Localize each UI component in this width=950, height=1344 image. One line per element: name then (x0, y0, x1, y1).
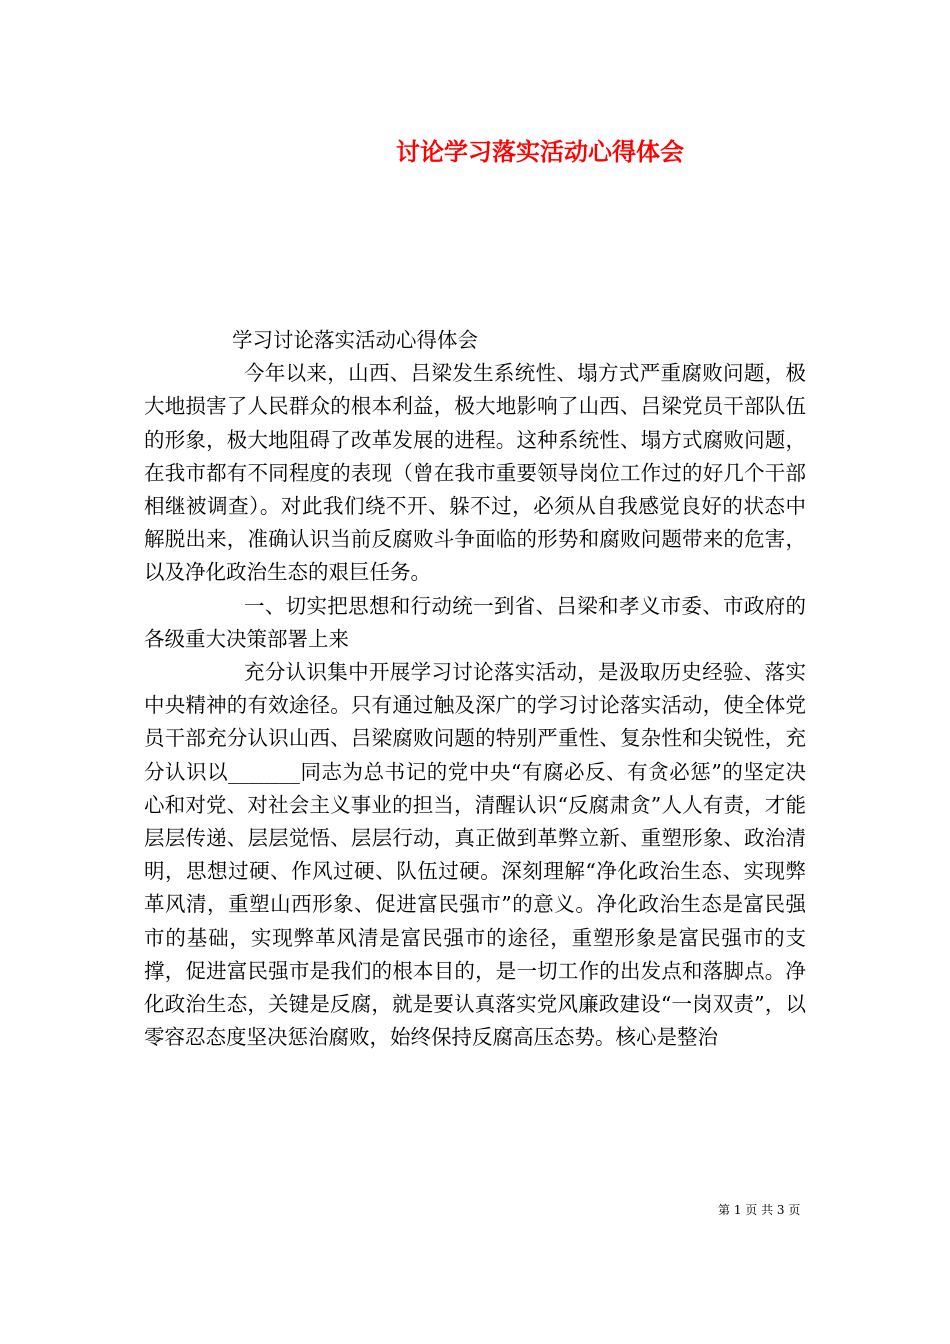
section-heading: 一、切实把思想和行动统一到省、吕梁和孝义市委、市政府的各级重大决策部署上来 (144, 593, 806, 651)
page-number-footer: 第 1 页 共 3 页 (718, 1203, 801, 1217)
document-subtitle: 学习讨论落实活动心得体会 (232, 328, 478, 352)
body-paragraph: 今年以来，山西、吕梁发生系统性、塌方式严重腐败问题，极大地损害了人民群众的根本利益，极大地影响了山西、吕梁党员干部队伍的形象，极大地阻碍了改革发展的进程。这种系统性、塌方式腐败问题，在我市都有不同程度的表现（曾在我市重要领导岗位工作过的好几个干部相继被调查）。对此我们绕不开、躲不过，必须从自我感觉良好的状态中解脱出来，准确认识当前反腐败斗争面临的形势和腐败问题带来的危害，以及净化政治生态的艰巨任务。 (144, 361, 806, 585)
document-title: 讨论学习落实活动心得体会 (396, 137, 684, 166)
document-body (144, 324, 806, 1054)
body-paragraph: 充分认识集中开展学习讨论落实活动，是汲取历史经验、落实中央精神的有效途径。只有通过触及深广的学习讨论落实活动，使全体党员干部充分认识山西、吕梁腐败问题的特别严重性、复杂性和尖锐性，充分认识以_______同志为总书记的党中央“有腐必反、有贪必惩”的坚定决心和对党、对社会主义事业的担当，清醒认识“反腐肃贪”人人有责，才能层层传递、层层觉悟、层层行动，真正做到革弊立新、重塑形象、政治清明，思想过硬、作风过硬、队伍过硬。深刻理解“净化政治生态、实现弊革风清，重塑山西形象、促进富民强市”的意义。净化政治生态是富民强市的基础，实现弊革风清是富民强市的途径，重塑形象是富民强市的支撑，促进富民强市是我们的根本目的，是一切工作的出发点和落脚点。净化政治生态，关键是反腐，就是要认真落实党风廉政建设“一岗双责”，以零容忍态度坚决惩治腐败，始终保持反腐高压态势。核心是整治 (144, 660, 806, 1050)
